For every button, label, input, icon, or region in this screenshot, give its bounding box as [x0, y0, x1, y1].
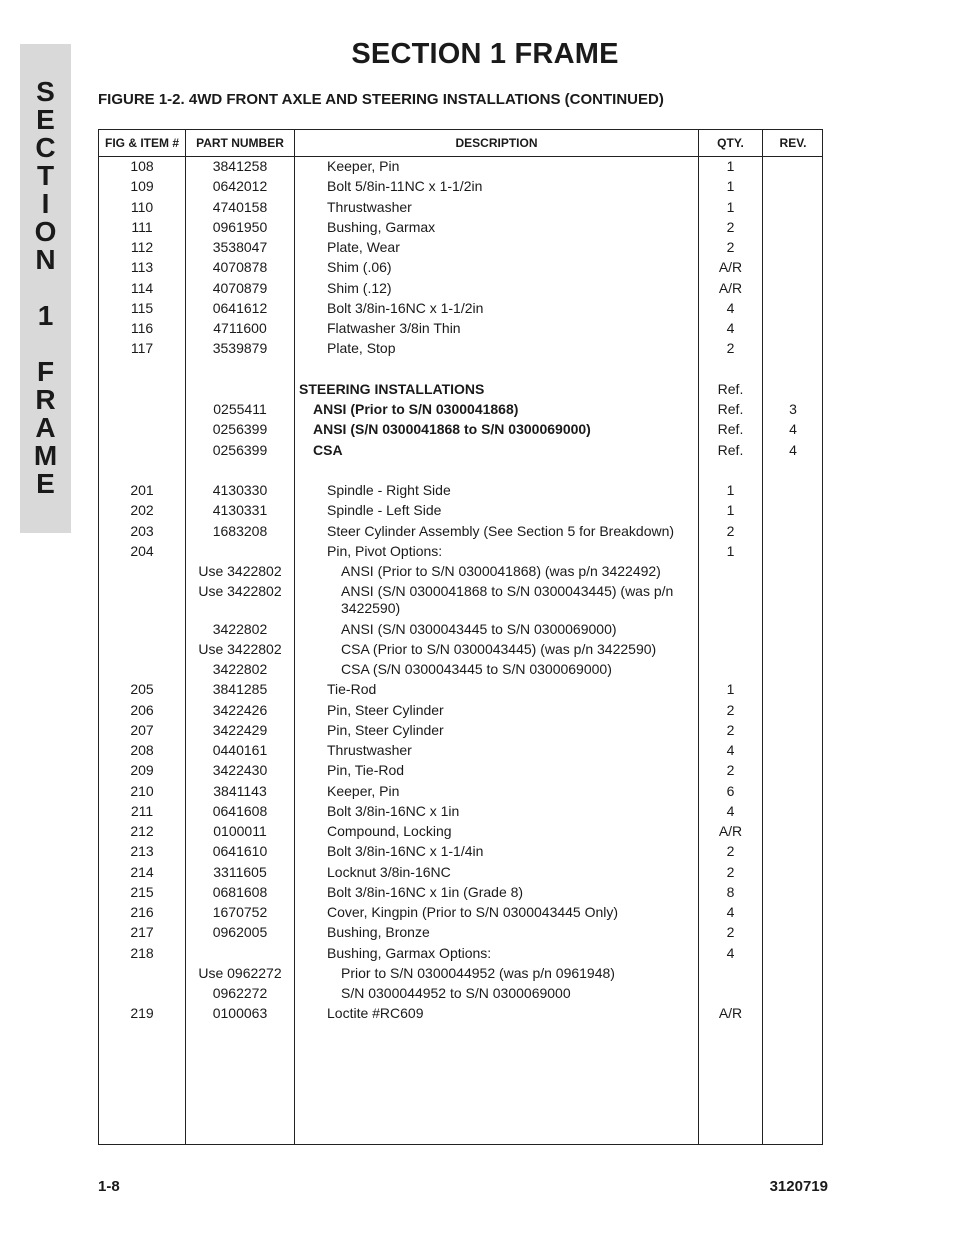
part-number: Use 3422802 — [198, 640, 282, 657]
description: Compound, Locking — [327, 823, 452, 839]
part-number: 0641608 — [212, 802, 268, 819]
description: CSA — [313, 441, 343, 458]
quantity: 4 — [726, 904, 735, 920]
part-number: 0962005 — [212, 924, 268, 941]
column-header-part-number: PART NUMBER — [196, 136, 284, 150]
description: Keeper, Pin — [327, 158, 400, 174]
description: Bolt 3/8in-16NC x 1-1/4in — [327, 843, 484, 860]
part-number: 4130330 — [212, 482, 268, 498]
description-line: ANSI (S/N 0300041868 to S/N 0300043445) (was p/n — [341, 583, 674, 600]
column-header-qty: QTY. — [717, 136, 744, 150]
document-number: 3120719 — [769, 1178, 828, 1195]
description: ANSI (S/N 0300041868 to S/N 0300069000) — [313, 421, 591, 438]
part-number: 3311605 — [213, 863, 267, 880]
quantity: A/R — [718, 823, 743, 839]
part-number: 0100063 — [212, 1005, 268, 1022]
description: CSA (S/N 0300043445 to S/N 0300069000) — [341, 661, 612, 677]
description: Plate, Wear — [327, 239, 400, 255]
quantity: 1 — [726, 502, 735, 519]
part-number: 3422426 — [212, 701, 268, 718]
description: Spindle - Right Side — [327, 482, 451, 498]
description: Loctite #RC609 — [327, 1005, 424, 1022]
part-number: 0641610 — [212, 843, 268, 860]
quantity: 1 — [726, 681, 735, 698]
item-number: 218 — [130, 944, 154, 961]
description — [299, 583, 735, 617]
item-number: 210 — [130, 782, 154, 799]
side-tab-letter: I — [41, 188, 50, 219]
item-number: 217 — [130, 924, 154, 941]
description-line: 3422590) — [341, 600, 401, 617]
part-number: 3841258 — [212, 158, 268, 174]
quantity: 2 — [726, 721, 735, 738]
item-number: 116 — [130, 320, 154, 336]
revision: 4 — [789, 421, 797, 438]
section-side-tab — [20, 44, 71, 533]
part-number: 3422430 — [212, 762, 268, 779]
item-number: 111 — [131, 218, 153, 235]
header-divider — [99, 156, 822, 157]
part-number: Use 0962272 — [198, 964, 282, 981]
description: Shim (.06) — [327, 259, 392, 276]
column-header-rev: REV. — [779, 136, 807, 150]
description: Bushing, Garmax Options: — [327, 944, 492, 961]
part-number: 3841143 — [213, 782, 267, 799]
part-number: 4711600 — [213, 320, 267, 336]
quantity: 1 — [726, 482, 735, 498]
part-number: 3422802 — [212, 620, 268, 637]
part-number: 0642012 — [212, 178, 268, 195]
quantity: 2 — [726, 924, 735, 941]
side-tab-letter: S — [36, 76, 55, 107]
side-tab-letter: E — [36, 104, 55, 135]
quantity: 4 — [726, 320, 735, 336]
column-header-item: FIG & ITEM # — [104, 136, 179, 150]
item-number: 115 — [130, 299, 154, 316]
description: Pin, Steer Cylinder — [327, 721, 444, 738]
item-number: 214 — [130, 863, 154, 880]
item-number: 117 — [130, 340, 154, 357]
description: Tie-Rod — [327, 681, 377, 698]
description: CSA (Prior to S/N 0300043445) (was p/n 3422590) — [341, 640, 657, 657]
quantity: 2 — [726, 218, 735, 235]
quantity: 4 — [726, 742, 735, 758]
quantity: 1 — [726, 178, 735, 195]
quantity: Ref. — [717, 401, 744, 417]
part-number: 3422802 — [212, 661, 268, 677]
part-number: 0440161 — [212, 742, 268, 758]
quantity: 2 — [726, 701, 735, 718]
part-number: 0961950 — [212, 218, 268, 235]
item-number: 108 — [130, 158, 154, 174]
part-number: Use 3422802 — [198, 583, 282, 600]
item-number: 209 — [130, 762, 154, 779]
quantity: A/R — [718, 279, 743, 296]
side-tab-letter: E — [36, 468, 55, 499]
quantity: 4 — [726, 299, 735, 316]
quantity: 6 — [726, 782, 735, 799]
description: Shim (.12) — [327, 279, 392, 296]
description: Bushing, Garmax — [327, 218, 436, 235]
part-number: 0641612 — [212, 299, 268, 316]
description: Bolt 3/8in-16NC x 1in (Grade 8) — [327, 883, 524, 900]
side-tab-letter: N — [35, 244, 56, 275]
part-number: 4070878 — [212, 259, 268, 276]
description: Bolt 3/8in-16NC x 1in — [327, 802, 460, 819]
quantity: A/R — [718, 259, 743, 276]
quantity: 8 — [726, 883, 735, 900]
description: Spindle - Left Side — [327, 502, 442, 519]
quantity: 2 — [726, 843, 735, 860]
side-tab-letter: T — [36, 160, 55, 191]
description: Locknut 3/8in-16NC — [327, 863, 451, 880]
side-tab-letter: O — [34, 216, 57, 247]
part-number: 1670752 — [212, 904, 268, 920]
quantity: 1 — [726, 198, 735, 215]
part-number: 0255411 — [213, 401, 267, 417]
part-number: 0681608 — [212, 883, 268, 900]
part-number: 3539879 — [212, 340, 268, 357]
item-number: 204 — [130, 542, 154, 559]
side-tab-letter: R — [35, 384, 56, 415]
column-divider — [294, 130, 295, 1144]
item-number: 212 — [130, 823, 154, 839]
item-number: 211 — [130, 802, 154, 819]
quantity: 2 — [726, 522, 735, 539]
quantity: 1 — [726, 542, 735, 559]
description: Flatwasher 3/8in Thin — [327, 320, 461, 336]
part-number: 3841285 — [212, 681, 268, 698]
figure-title: FIGURE 1-2. 4WD FRONT AXLE AND STEERING INSTALLATIONS (CONTINUED) — [98, 91, 664, 108]
revision: 4 — [789, 441, 797, 458]
description: Steer Cylinder Assembly (See Section 5 for Breakdown) — [327, 522, 675, 539]
page-title: SECTION 1 FRAME — [351, 38, 619, 70]
quantity: 4 — [726, 802, 735, 819]
item-number: 109 — [130, 178, 154, 195]
description: Keeper, Pin — [327, 782, 400, 799]
item-number: 112 — [130, 239, 154, 255]
part-number: 4070879 — [212, 279, 268, 296]
description: ANSI (Prior to S/N 0300041868) (was p/n 3422492) — [341, 563, 661, 579]
item-number: 216 — [130, 904, 154, 920]
part-number: 3538047 — [212, 239, 268, 255]
quantity: 2 — [726, 762, 735, 779]
description: Pin, Pivot Options: — [327, 542, 443, 559]
description: Thrustwasher — [327, 198, 412, 215]
part-number: 0256399 — [212, 421, 268, 438]
side-tab-letter: M — [33, 440, 58, 471]
side-tab-letter: A — [35, 412, 56, 443]
part-number: 3422429 — [212, 721, 268, 738]
quantity: Ref. — [717, 380, 744, 397]
side-tab-letter: C — [35, 132, 56, 163]
description: Pin, Tie-Rod — [327, 762, 405, 779]
item-number: 201 — [130, 482, 154, 498]
column-header-description: DESCRIPTION — [455, 136, 538, 150]
description: Bushing, Bronze — [327, 924, 430, 941]
item-number: 215 — [130, 883, 154, 900]
part-number: Use 3422802 — [198, 563, 282, 579]
quantity: 2 — [726, 340, 735, 357]
description: STEERING INSTALLATIONS — [299, 380, 485, 397]
side-tab-letter: 1 — [37, 300, 54, 331]
item-number: 203 — [130, 522, 154, 539]
quantity: 4 — [726, 944, 735, 961]
item-number: 110 — [130, 198, 154, 215]
item-number: 114 — [130, 279, 154, 296]
description: S/N 0300044952 to S/N 0300069000 — [341, 985, 571, 1001]
item-number: 219 — [130, 1005, 154, 1022]
part-number: 4740158 — [212, 198, 268, 215]
quantity: 2 — [726, 863, 735, 880]
part-number: 0100011 — [213, 823, 267, 839]
item-number: 213 — [130, 843, 154, 860]
quantity: 1 — [726, 158, 735, 174]
description: Pin, Steer Cylinder — [327, 701, 444, 718]
item-number: 113 — [130, 259, 154, 276]
description: Cover, Kingpin (Prior to S/N 0300043445 Only) — [327, 904, 619, 920]
item-number: 202 — [130, 502, 154, 519]
description: Thrustwasher — [327, 742, 412, 758]
description: Plate, Stop — [327, 340, 396, 357]
item-number: 207 — [130, 721, 154, 738]
revision: 3 — [789, 401, 797, 417]
part-number: 0962272 — [212, 985, 268, 1001]
description: Bolt 5/8in-11NC x 1-1/2in — [327, 178, 483, 195]
item-number: 208 — [130, 742, 154, 758]
quantity: Ref. — [717, 421, 744, 438]
part-number: 1683208 — [212, 522, 268, 539]
description: Prior to S/N 0300044952 (was p/n 0961948) — [341, 964, 615, 981]
description: ANSI (Prior to S/N 0300041868) — [313, 401, 519, 417]
description: ANSI (S/N 0300043445 to S/N 0300069000) — [341, 620, 617, 637]
side-tab-letter: F — [36, 356, 55, 387]
quantity: A/R — [718, 1005, 743, 1022]
column-divider — [762, 130, 763, 1144]
item-number: 205 — [130, 681, 154, 698]
description: Bolt 3/8in-16NC x 1-1/2in — [327, 299, 484, 316]
quantity: Ref. — [717, 441, 744, 458]
parts-table — [98, 129, 823, 1145]
quantity: 2 — [726, 239, 735, 255]
page-number: 1-8 — [98, 1178, 120, 1195]
item-number: 206 — [130, 701, 154, 718]
part-number: 4130331 — [212, 502, 268, 519]
part-number: 0256399 — [212, 441, 268, 458]
